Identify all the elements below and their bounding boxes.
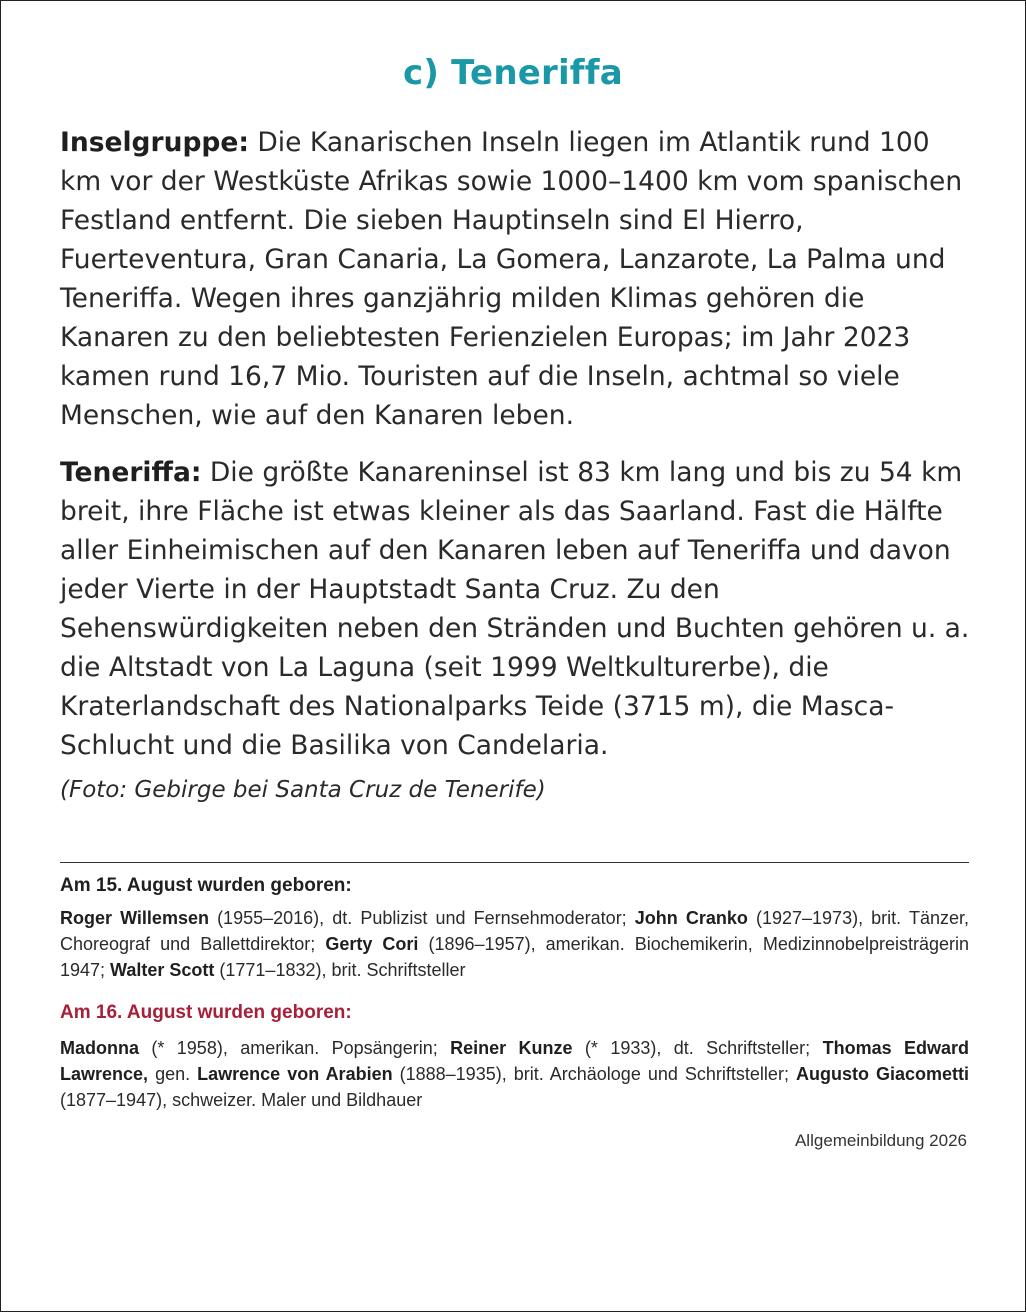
person-name: Reiner Kunze — [450, 1038, 573, 1058]
person-name: Madonna — [60, 1038, 139, 1058]
paragraph-body: Die größte Kanareninsel ist 83 km lang und bis zu 54 km breit, ihre Fläche ist etwas kleiner als das Saarland. Fast die Hälfte aller Einheimischen auf den Kanaren leben auf Teneriffa und davon jeder Vierte in der Hauptstadt Santa Cruz. Zu den Sehenswürdigkeiten neben den Stränden und Buchten gehören u. a. die Altstadt von La Laguna (seit 1999 Weltkulturerbe), die Kraterlandschaft des Nationalparks Teide (3715 m), die Masca-Schlucht und die Basilika von Candelaria. — [60, 457, 970, 761]
section-divider — [60, 862, 969, 863]
paragraph-inselgruppe — [60, 123, 970, 435]
person-name: Lawrence von Arabien — [197, 1064, 393, 1084]
person-name: Roger Willemsen — [60, 908, 209, 928]
birth-heading-aug-15: Am 15. August wurden geboren: — [60, 875, 352, 896]
person-detail: (* 1958), amerikan. Popsängerin; — [139, 1038, 451, 1058]
person-detail: gen. — [148, 1064, 198, 1084]
person-detail: (1877–1947), schweizer. Maler und Bildhauer — [60, 1090, 423, 1110]
photo-caption: (Foto: Gebirge bei Santa Cruz de Tenerife) — [60, 777, 546, 803]
person-detail: (1955–2016), dt. Publizist und Fernsehmoderator; — [208, 908, 635, 928]
person-detail: (1927–1973), brit. Tänzer, Choreograf und Ballettdirektor; — [60, 908, 969, 954]
person-name: Gerty Cori — [325, 934, 419, 954]
birth-heading-aug-16: Am 16. August wurden geboren: — [60, 1002, 352, 1023]
paragraph-body: Die Kanarischen Inseln liegen im Atlantik rund 100 km vor der Westküste Afrikas sowie 1000–1400 km vom spanischen Festland entfernt. Die sieben Hauptinseln sind El Hierro, Fuerteventura, Gran Canaria, La Gomera, Lanzarote, La Palma und Teneriffa. Wegen ihres ganzjährig milden Klimas gehören die Kanaren zu den beliebtesten Ferienzielen Europas; im Jahr 2023 kamen rund 16,7 Mio. Touristen auf die Inseln, achtmal so viele Menschen, wie auf den Kanaren leben. — [60, 127, 963, 431]
paragraph-term: Teneriffa: — [60, 457, 202, 488]
person-name: Walter Scott — [110, 960, 215, 980]
footer-publication: Allgemeinbildung 2026 — [794, 1131, 967, 1150]
person-detail: (1771–1832), brit. Schriftsteller — [214, 960, 466, 980]
person-detail: (1896–1957), amerikan. Biochemikerin, Medizinnobelpreisträgerin 1947; — [60, 934, 969, 980]
page-title: c) Teneriffa — [403, 53, 623, 93]
person-detail: (* 1933), dt. Schriftsteller; — [572, 1038, 823, 1058]
person-detail: (1888–1935), brit. Archäologe und Schriftsteller; — [392, 1064, 796, 1084]
birth-list-aug-15 — [60, 905, 969, 983]
person-name: Augusto Giacometti — [795, 1064, 970, 1084]
paragraph-term: Inselgruppe: — [60, 127, 249, 158]
paragraph-teneriffa — [60, 453, 970, 765]
birth-list-aug-16 — [60, 1035, 969, 1113]
person-name: Thomas Edward Lawrence, — [60, 1038, 969, 1084]
person-name: John Cranko — [634, 908, 748, 928]
